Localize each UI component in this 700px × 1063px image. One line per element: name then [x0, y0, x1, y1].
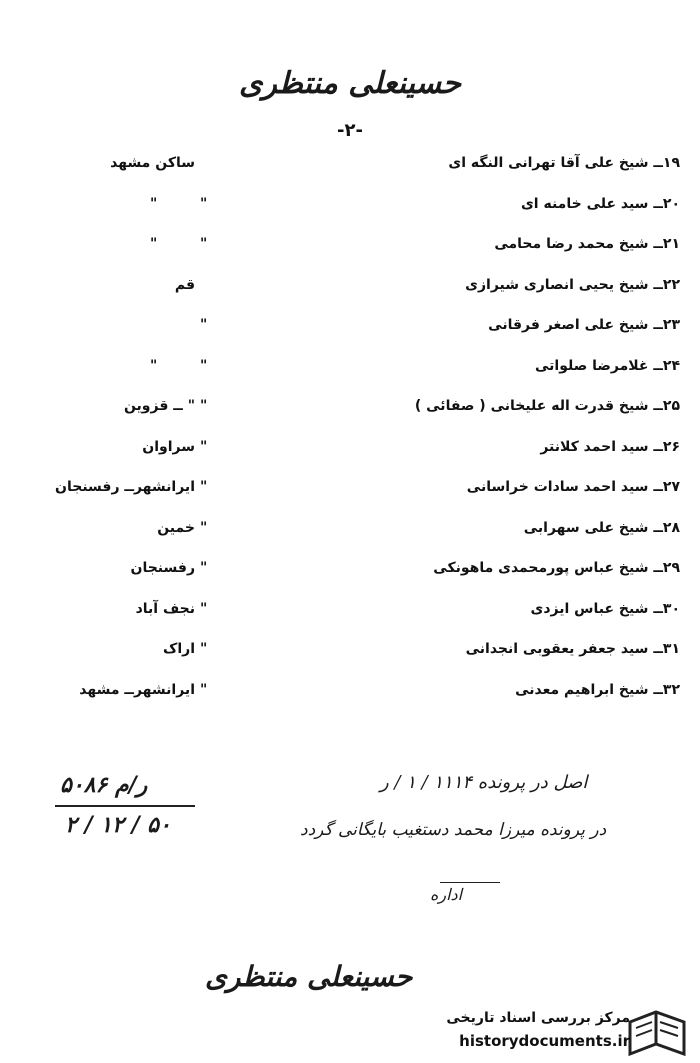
row-name: ۲۹ــ شیخ عباس پورمحمدی ماهونکی	[433, 560, 680, 576]
roster-row	[0, 560, 700, 590]
roster-row	[0, 358, 700, 388]
ditto-mark: "	[150, 236, 158, 252]
reference-date: ۲ / ۱۲ / ۵۰	[65, 812, 171, 838]
handwritten-note-line1: اصل در پرونده ۱۱۱۴ / ۱ / ر	[380, 772, 588, 793]
row-name: ۱۹ــ شیخ علی آقا تهرانی النگه ای	[448, 155, 680, 171]
row-name: ۲۳ــ شیخ علی اصغر فرقانی	[488, 317, 680, 333]
ditto-mark: "	[200, 560, 208, 576]
row-name: ۲۱ــ شیخ محمد رضا محامی	[494, 236, 680, 252]
roster-row	[0, 641, 700, 671]
ditto-mark: "	[150, 357, 158, 374]
ditto-mark: "	[150, 195, 158, 212]
row-name: ۳۰ــ شیخ عباس ایزدی	[530, 600, 680, 617]
row-name: ۲۵ــ شیخ قدرت اله علیخانی ( صفائی )	[414, 398, 680, 414]
roster-row	[0, 236, 700, 266]
row-name: ۲۴ــ غلامرضا صلواتی	[534, 357, 680, 374]
roster-row	[0, 601, 700, 631]
roster-row	[0, 479, 700, 509]
row-city: ایرانشهرــ مشهد	[79, 681, 195, 698]
row-city: نجف آباد	[135, 600, 195, 617]
note-underline	[440, 882, 500, 883]
reference-number: ۵۰۸۶ ر/م	[60, 772, 148, 798]
row-city: ساکن مشهد	[110, 155, 195, 171]
row-name: ۳۲ــ شیخ ابراهیم معدنی	[515, 681, 680, 698]
ditto-mark: "	[200, 681, 208, 698]
ditto-mark: "	[200, 236, 208, 252]
ditto-mark: "	[200, 438, 208, 455]
watermark-org: مرکز بررسی اسناد تاریخی	[446, 1010, 630, 1026]
reference-divider	[55, 805, 195, 807]
roster-row	[0, 398, 700, 428]
ditto-mark: "	[200, 600, 208, 617]
row-name: ۲۰ــ سید علی خامنه ای	[520, 195, 680, 212]
footer-signature: حسینعلی منتظری	[205, 960, 413, 993]
ditto-mark: "	[200, 357, 208, 374]
row-city: اراک	[163, 641, 195, 657]
row-city: رفسنجان	[130, 560, 195, 576]
roster-row	[0, 155, 700, 185]
ditto-mark: "	[200, 195, 208, 212]
row-name: ۲۶ــ سید احمد کلانتر	[540, 438, 680, 455]
roster-row	[0, 277, 700, 307]
roster-row	[0, 682, 700, 712]
page-number: -۲-	[337, 120, 363, 141]
row-name: ۳۱ــ سید جعفر یعقوبی انجدانی	[465, 641, 680, 657]
row-city: " ــ قزوین	[123, 398, 195, 414]
ditto-mark: "	[200, 479, 208, 495]
ditto-mark: "	[200, 317, 208, 333]
row-city: ایرانشهرــ رفسنجان	[55, 479, 195, 495]
row-city: سراوان	[142, 438, 195, 455]
row-name: ۲۷ــ سید احمد سادات خراسانی	[466, 479, 680, 495]
row-name: ۲۸ــ شیخ علی سهرابی	[523, 519, 680, 536]
roster-row	[0, 520, 700, 550]
document-title: حسینعلی منتظری	[238, 66, 462, 101]
row-city: قم	[174, 276, 195, 293]
roster-row	[0, 439, 700, 469]
watermark-site: historydocuments.ir	[459, 1032, 630, 1050]
archive-logo-icon	[622, 1008, 692, 1060]
ditto-mark: "	[200, 398, 208, 414]
row-city: خمین	[157, 519, 195, 536]
row-name: ۲۲ــ شیخ یحیی انصاری شیرازی	[465, 276, 680, 293]
roster-row	[0, 196, 700, 226]
roster-row	[0, 317, 700, 347]
ditto-mark: "	[200, 519, 208, 536]
handwritten-note-line3: اداره	[430, 885, 463, 904]
handwritten-note-line2: در پرونده میرزا محمد دستغیب بایگانی گردد	[300, 820, 607, 840]
ditto-mark: "	[200, 641, 208, 657]
